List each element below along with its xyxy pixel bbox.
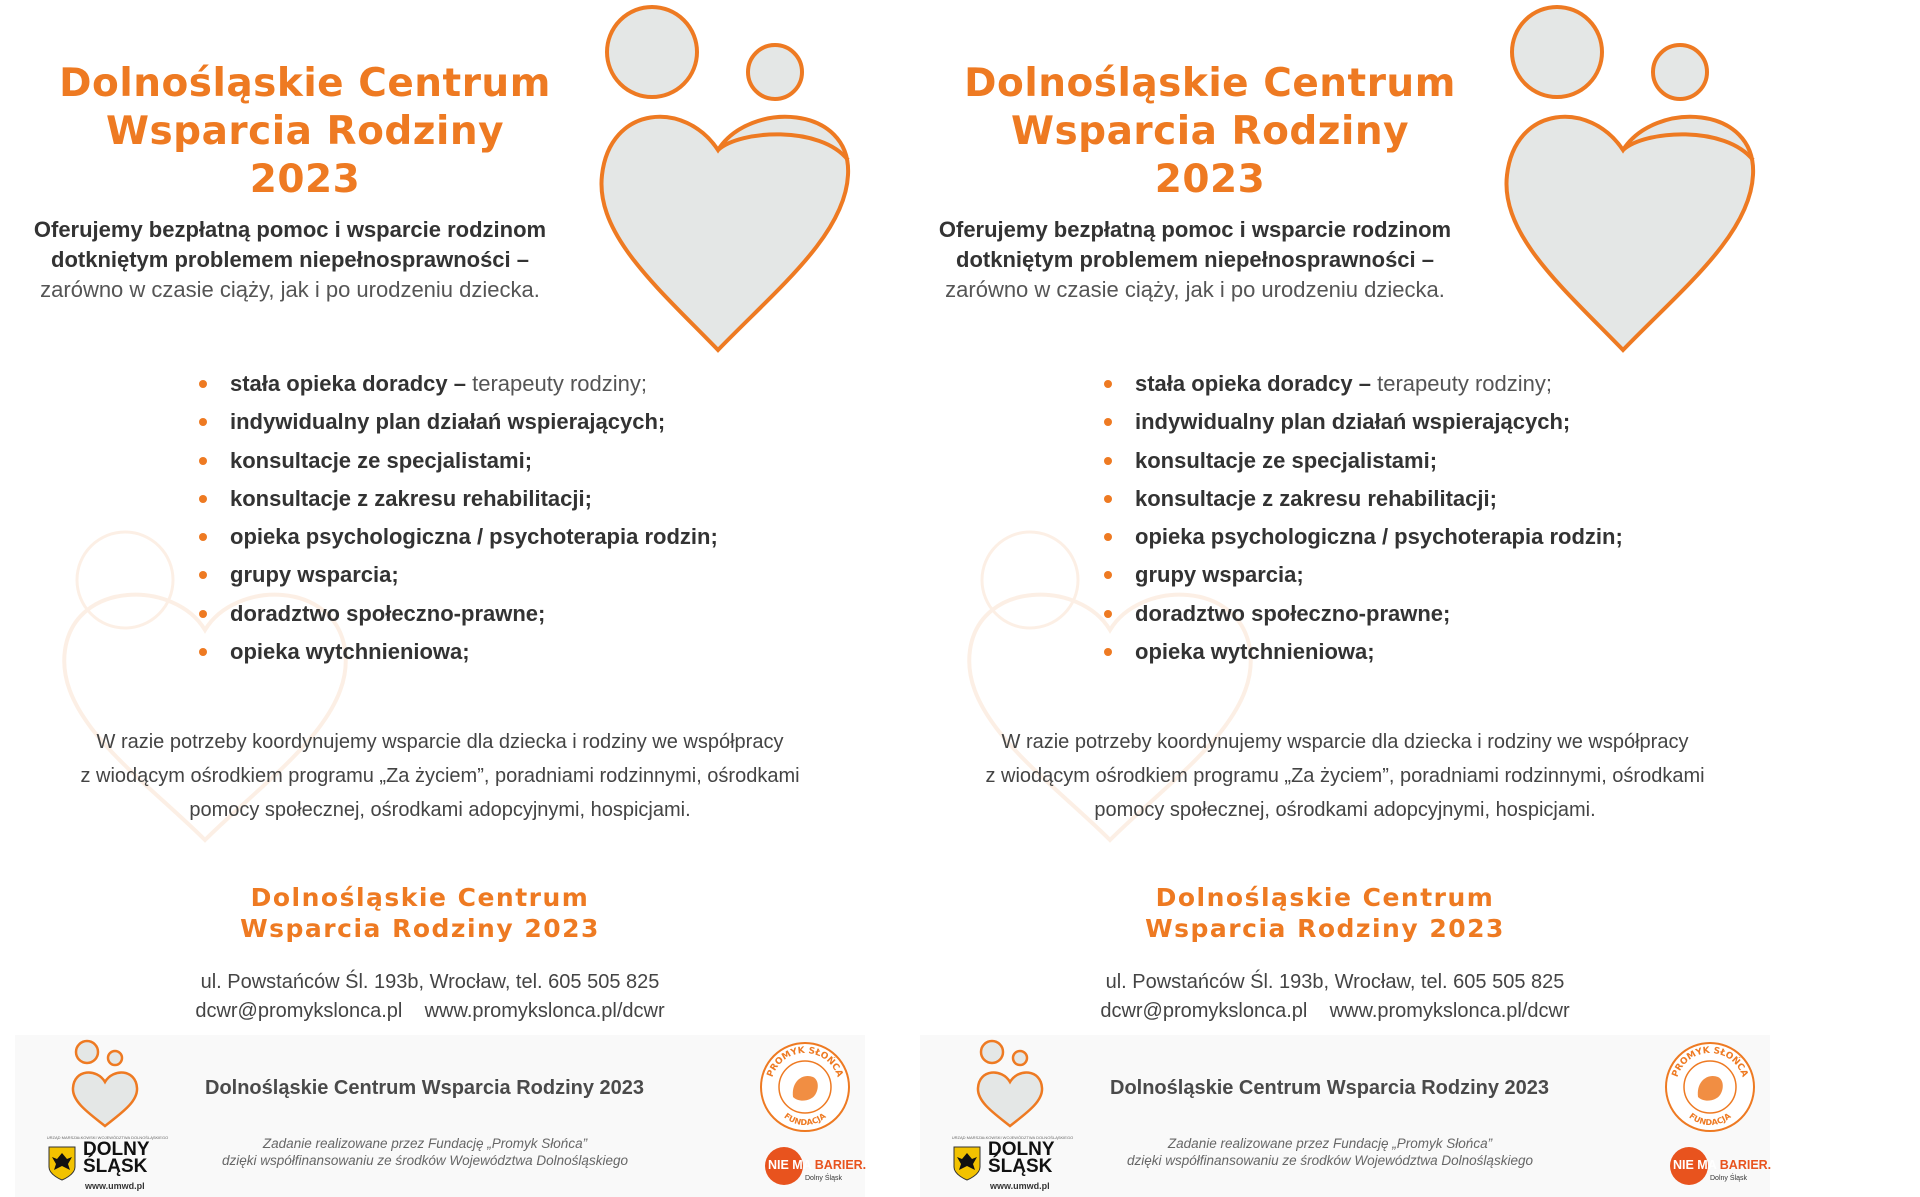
- service-item: doradztwo społeczno-prawne;: [1100, 595, 1623, 633]
- funding-note: Zadanie realizowane przez Fundację „Promyk Słońca” dzięki współfinansowaniu ze środków Województwa Dolnośląskiego: [222, 1136, 628, 1168]
- services-list: [1100, 365, 1623, 671]
- page-title: [45, 60, 565, 204]
- intro-line: dotkniętym problemem niepełnosprawności –: [51, 247, 529, 272]
- svg-text:PROMYK SŁOŃCA: PROMYK SŁOŃCA: [765, 1045, 845, 1079]
- intro-line: zarówno w czasie ciąży, jak i po urodzeniu dziecka.: [40, 277, 540, 302]
- intro-line: zarówno w czasie ciąży, jak i po urodzeniu dziecka.: [945, 277, 1445, 302]
- promyk-slonca-logo-icon: [755, 1037, 855, 1137]
- title-line: Dolnośląskie Centrum: [59, 61, 551, 106]
- coordination-text: W razie potrzeby koordynujemy wsparcie dla dziecka i rodziny we współpracy z wiodącym ośrodkiem programu „Za życiem”, poradniami rodzinnymi, ośrodkami pomocy społecznej, ośrodkami adopcyjnymi, hospicjami.: [80, 731, 800, 821]
- service-item: konsultacje z zakresu rehabilitacji;: [195, 480, 718, 518]
- dolny-slask-logo: URZĄD MARSZAŁKOWSKI WOJEWÓDZTWA DOLNOŚLĄSKIEGO DOLNY ŚLĄSK www.umwd.pl: [46, 1135, 169, 1191]
- promyk-slonca-logo-icon: [1660, 1037, 1760, 1137]
- service-item: grupy wsparcia;: [195, 556, 718, 594]
- footer-bar: [15, 1035, 865, 1197]
- intro-text: [20, 215, 560, 305]
- service-item: opieka psychologiczna / psychoterapia rodzin;: [195, 518, 718, 556]
- service-item: konsultacje z zakresu rehabilitacji;: [1100, 480, 1623, 518]
- svg-text:FUNDACJA: FUNDACJA: [782, 1111, 828, 1128]
- service-item: indywidualny plan działań wspierających;: [195, 403, 718, 441]
- service-item: indywidualny plan działań wspierających;: [1100, 403, 1623, 441]
- small-heart-logo-icon: [70, 1038, 140, 1128]
- footer-title: Dolnośląskie Centrum Wsparcia Rodziny 2023: [205, 1077, 645, 1099]
- service-item: doradztwo społeczno-prawne;: [195, 595, 718, 633]
- service-item: konsultacje ze specjalistami;: [195, 442, 718, 480]
- contact-details: [1015, 968, 1655, 1026]
- contact-heading: Dolnośląskie Centrum Wsparcia Rodziny 2023: [240, 883, 600, 943]
- nie-ma-barier-logo: NIE MA BARIER. Dolny Śląsk: [765, 1147, 865, 1189]
- contact-links[interactable]: dcwr@promykslonca.pl www.promykslonca.pl/dcwr: [1100, 1000, 1570, 1022]
- eagle-crest-icon: [952, 1145, 982, 1181]
- service-item: opieka wytchnieniowa;: [195, 633, 718, 671]
- service-item: opieka psychologiczna / psychoterapia rodzin;: [1100, 518, 1623, 556]
- intro-line: Oferujemy bezpłatną pomoc i wsparcie rodzinom: [33, 217, 547, 242]
- contact-links[interactable]: dcwr@promykslonca.pl www.promykslonca.pl/dcwr: [195, 1000, 665, 1022]
- small-heart-logo-icon: [975, 1038, 1045, 1128]
- address-text: ul. Powstańców Śl. 193b, Wrocław, tel. 605 505 825: [200, 971, 660, 993]
- intro-text: [925, 215, 1465, 305]
- intro-line: Oferujemy bezpłatną pomoc i wsparcie rodzinom: [938, 217, 1452, 242]
- service-item: konsultacje ze specjalistami;: [1100, 442, 1623, 480]
- funding-note: Zadanie realizowane przez Fundację „Promyk Słońca” dzięki współfinansowaniu ze środków Województwa Dolnośląskiego: [1127, 1136, 1533, 1168]
- footer-bar: [920, 1035, 1770, 1197]
- service-item: opieka wytchnieniowa;: [1100, 633, 1623, 671]
- service-item: grupy wsparcia;: [1100, 556, 1623, 594]
- family-heart-logo-icon: [1495, 0, 1765, 360]
- page-title: [950, 60, 1470, 204]
- family-heart-logo-icon: [590, 0, 860, 360]
- svg-text:PROMYK SŁOŃCA: PROMYK SŁOŃCA: [1670, 1045, 1750, 1079]
- svg-text:FUNDACJA: FUNDACJA: [1687, 1111, 1733, 1128]
- service-item: stała opieka doradcy – terapeuty rodziny;: [1100, 365, 1623, 403]
- contact-details: [110, 968, 750, 1026]
- title-line: Wsparcia Rodziny 2023: [105, 109, 505, 202]
- title-line: Wsparcia Rodziny 2023: [1010, 109, 1410, 202]
- dolny-slask-logo: URZĄD MARSZAŁKOWSKI WOJEWÓDZTWA DOLNOŚLĄSKIEGO DOLNY ŚLĄSK www.umwd.pl: [951, 1135, 1074, 1191]
- eagle-crest-icon: [47, 1145, 77, 1181]
- address-text: ul. Powstańców Śl. 193b, Wrocław, tel. 605 505 825: [1105, 971, 1565, 993]
- nie-ma-barier-logo: NIE MA BARIER. Dolny Śląsk: [1670, 1147, 1770, 1189]
- contact-heading: Dolnośląskie Centrum Wsparcia Rodziny 2023: [1145, 883, 1505, 943]
- title-line: Dolnośląskie Centrum: [964, 61, 1456, 106]
- flyer-panel-left: [0, 0, 905, 1197]
- intro-line: dotkniętym problemem niepełnosprawności –: [956, 247, 1434, 272]
- flyer-panel-right: [905, 0, 1810, 1197]
- coordination-text: W razie potrzeby koordynujemy wsparcie dla dziecka i rodziny we współpracy z wiodącym ośrodkiem programu „Za życiem”, poradniami rodzinnymi, ośrodkami pomocy społecznej, ośrodkami adopcyjnymi, hospicjami.: [985, 731, 1705, 821]
- service-item: stała opieka doradcy – terapeuty rodziny;: [195, 365, 718, 403]
- footer-title: Dolnośląskie Centrum Wsparcia Rodziny 2023: [1110, 1077, 1550, 1099]
- services-list: [195, 365, 718, 671]
